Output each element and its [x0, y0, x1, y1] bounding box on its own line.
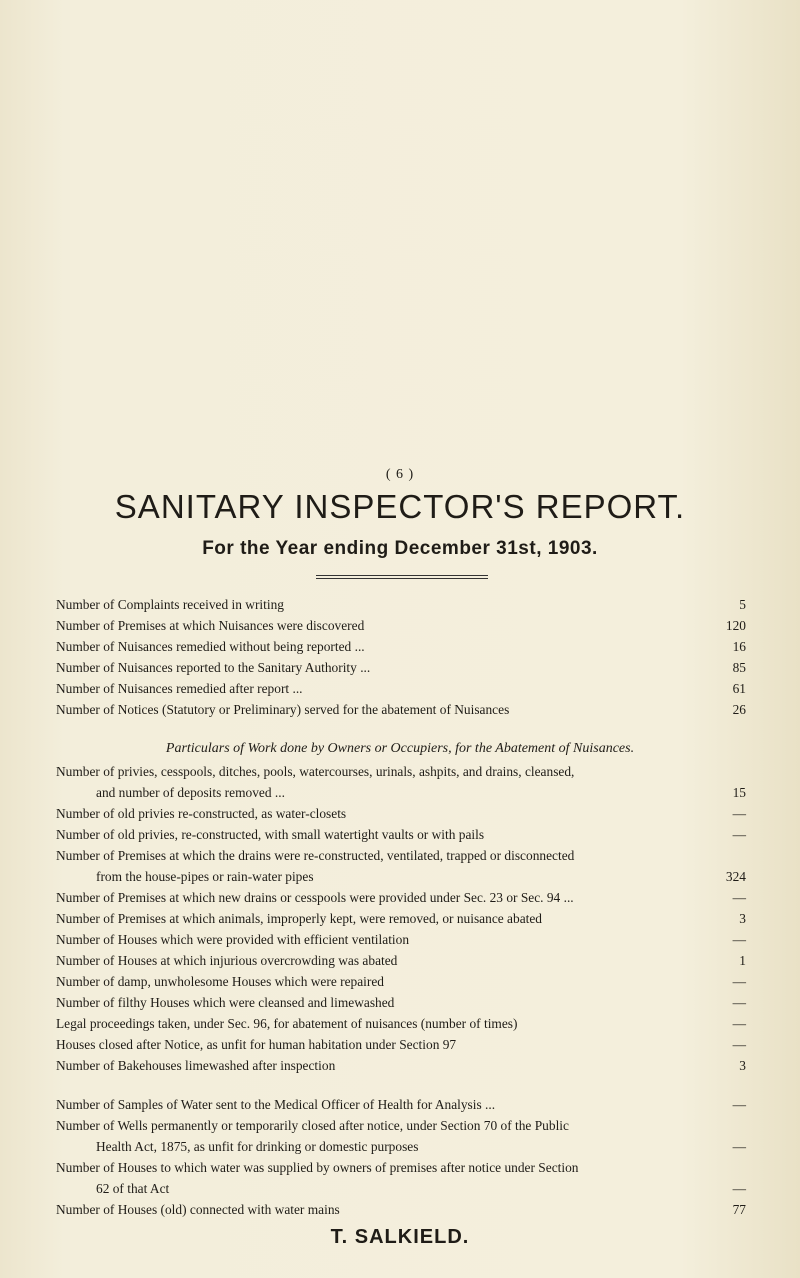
- row-label: Number of Wells permanently or temporarily closed after notice, under Section 70 of the Public: [56, 1118, 569, 1133]
- row-label: Number of Premises at which animals, improperly kept, were removed, or nuisance abated: [56, 911, 542, 926]
- row-label: Number of Notices (Statutory or Preliminary) served for the abatement of Nuisances: [56, 702, 510, 717]
- row-label: Number of Houses (old) connected with water mains: [56, 1202, 340, 1217]
- particulars-row: [56, 762, 746, 782]
- water-row: [56, 1200, 746, 1220]
- water-row: [56, 1137, 746, 1157]
- row-value: 61: [732, 681, 746, 696]
- summary-row: [56, 679, 746, 699]
- row-label: Legal proceedings taken, under Sec. 96, for abatement of nuisances (number of times): [56, 1016, 518, 1031]
- row-label: Number of Houses which were provided with efficient ventilation: [56, 932, 410, 947]
- report-title: SANITARY INSPECTOR'S REPORT.: [114, 488, 686, 525]
- particulars-row: [56, 909, 746, 929]
- particulars-row: [56, 825, 746, 845]
- row-label: Number of Nuisances reported to the Sanitary Authority ...: [56, 660, 371, 675]
- water-row: [56, 1095, 746, 1115]
- row-value: 120: [725, 618, 746, 633]
- row-label: Number of filthy Houses which were cleansed and limewashed: [56, 995, 395, 1010]
- row-value: —: [732, 995, 746, 1010]
- row-value: —: [732, 1139, 746, 1154]
- row-value: 26: [732, 702, 746, 717]
- summary-row: [56, 595, 746, 615]
- summary-row: [56, 616, 746, 636]
- row-label: Number of damp, unwholesome Houses which were repaired: [56, 974, 384, 989]
- particulars-row: [56, 783, 746, 803]
- row-value: —: [732, 1016, 746, 1031]
- row-label: 62 of that Act: [96, 1181, 170, 1196]
- row-value: —: [732, 1037, 746, 1052]
- row-label: from the house-pipes or rain-water pipes: [96, 869, 314, 884]
- row-value: —: [732, 932, 746, 947]
- row-value: —: [732, 1097, 746, 1112]
- particulars-heading: Particulars of Work done by Owners or Occupiers, for the Abatement of Nuisances.: [165, 741, 635, 756]
- row-value: —: [732, 827, 746, 842]
- row-label: Number of Premises at which Nuisances were discovered: [56, 618, 365, 633]
- row-label: Number of Samples of Water sent to the Medical Officer of Health for Analysis ...: [56, 1097, 496, 1112]
- row-value: 16: [732, 639, 746, 654]
- water-row: [56, 1179, 746, 1199]
- page-number: ( 6 ): [385, 467, 415, 482]
- summary-row: [56, 637, 746, 657]
- row-label: Number of Premises at which the drains were re-constructed, ventilated, trapped or disconnected: [56, 848, 575, 863]
- row-value: —: [732, 974, 746, 989]
- row-label: Number of Bakehouses limewashed after inspection: [56, 1058, 336, 1073]
- report-subtitle: For the Year ending December 31st, 1903.: [202, 538, 598, 559]
- row-value: —: [732, 890, 746, 905]
- row-value: 77: [732, 1202, 746, 1217]
- row-label: Number of Complaints received in writing: [56, 597, 284, 612]
- row-value: 15: [732, 785, 746, 800]
- particulars-row: [56, 930, 746, 950]
- row-value: —: [732, 1181, 746, 1196]
- row-label: Number of Houses at which injurious overcrowding was abated: [56, 953, 398, 968]
- particulars-row: [56, 972, 746, 992]
- row-value: 3: [739, 911, 746, 926]
- row-value: 3: [739, 1058, 746, 1073]
- row-value: 1: [739, 953, 746, 968]
- row-value: 5: [739, 597, 746, 612]
- particulars-row: [56, 1035, 746, 1055]
- water-row: [56, 1158, 746, 1178]
- particulars-row: [56, 867, 746, 887]
- row-value: 324: [725, 869, 746, 884]
- row-label: and number of deposits removed ...: [96, 785, 285, 800]
- title-divider-lower: [316, 578, 488, 579]
- row-label: Number of old privies re-constructed, as water-closets: [56, 806, 347, 821]
- row-label: Number of Nuisances remedied after report ...: [56, 681, 303, 696]
- row-value: 85: [732, 660, 746, 675]
- particulars-row: [56, 993, 746, 1013]
- particulars-row: [56, 804, 746, 824]
- signature: T. SALKIELD.: [330, 1226, 470, 1248]
- row-label: Number of Houses to which water was supplied by owners of premises after notice under Section: [56, 1160, 579, 1175]
- particulars-row: [56, 888, 746, 908]
- particulars-row: [56, 1014, 746, 1034]
- row-label: Houses closed after Notice, as unfit for human habitation under Section 97: [56, 1037, 457, 1052]
- summary-row: [56, 700, 746, 720]
- water-row: [56, 1116, 746, 1136]
- particulars-row: [56, 1056, 746, 1076]
- summary-row: [56, 658, 746, 678]
- row-label: Number of Premises at which new drains or cesspools were provided under Sec. 23 or Sec. 94 ...: [56, 890, 574, 905]
- particulars-row: [56, 846, 746, 866]
- row-label: Health Act, 1875, as unfit for drinking or domestic purposes: [96, 1139, 419, 1154]
- title-divider: [316, 575, 488, 576]
- row-label: Number of old privies, re-constructed, with small watertight vaults or with pails: [56, 827, 485, 842]
- particulars-row: [56, 951, 746, 971]
- row-label: Number of Nuisances remedied without being reported ...: [56, 639, 365, 654]
- row-label: Number of privies, cesspools, ditches, pools, watercourses, urinals, ashpits, and drains, cleansed,: [56, 764, 575, 779]
- row-value: —: [732, 806, 746, 821]
